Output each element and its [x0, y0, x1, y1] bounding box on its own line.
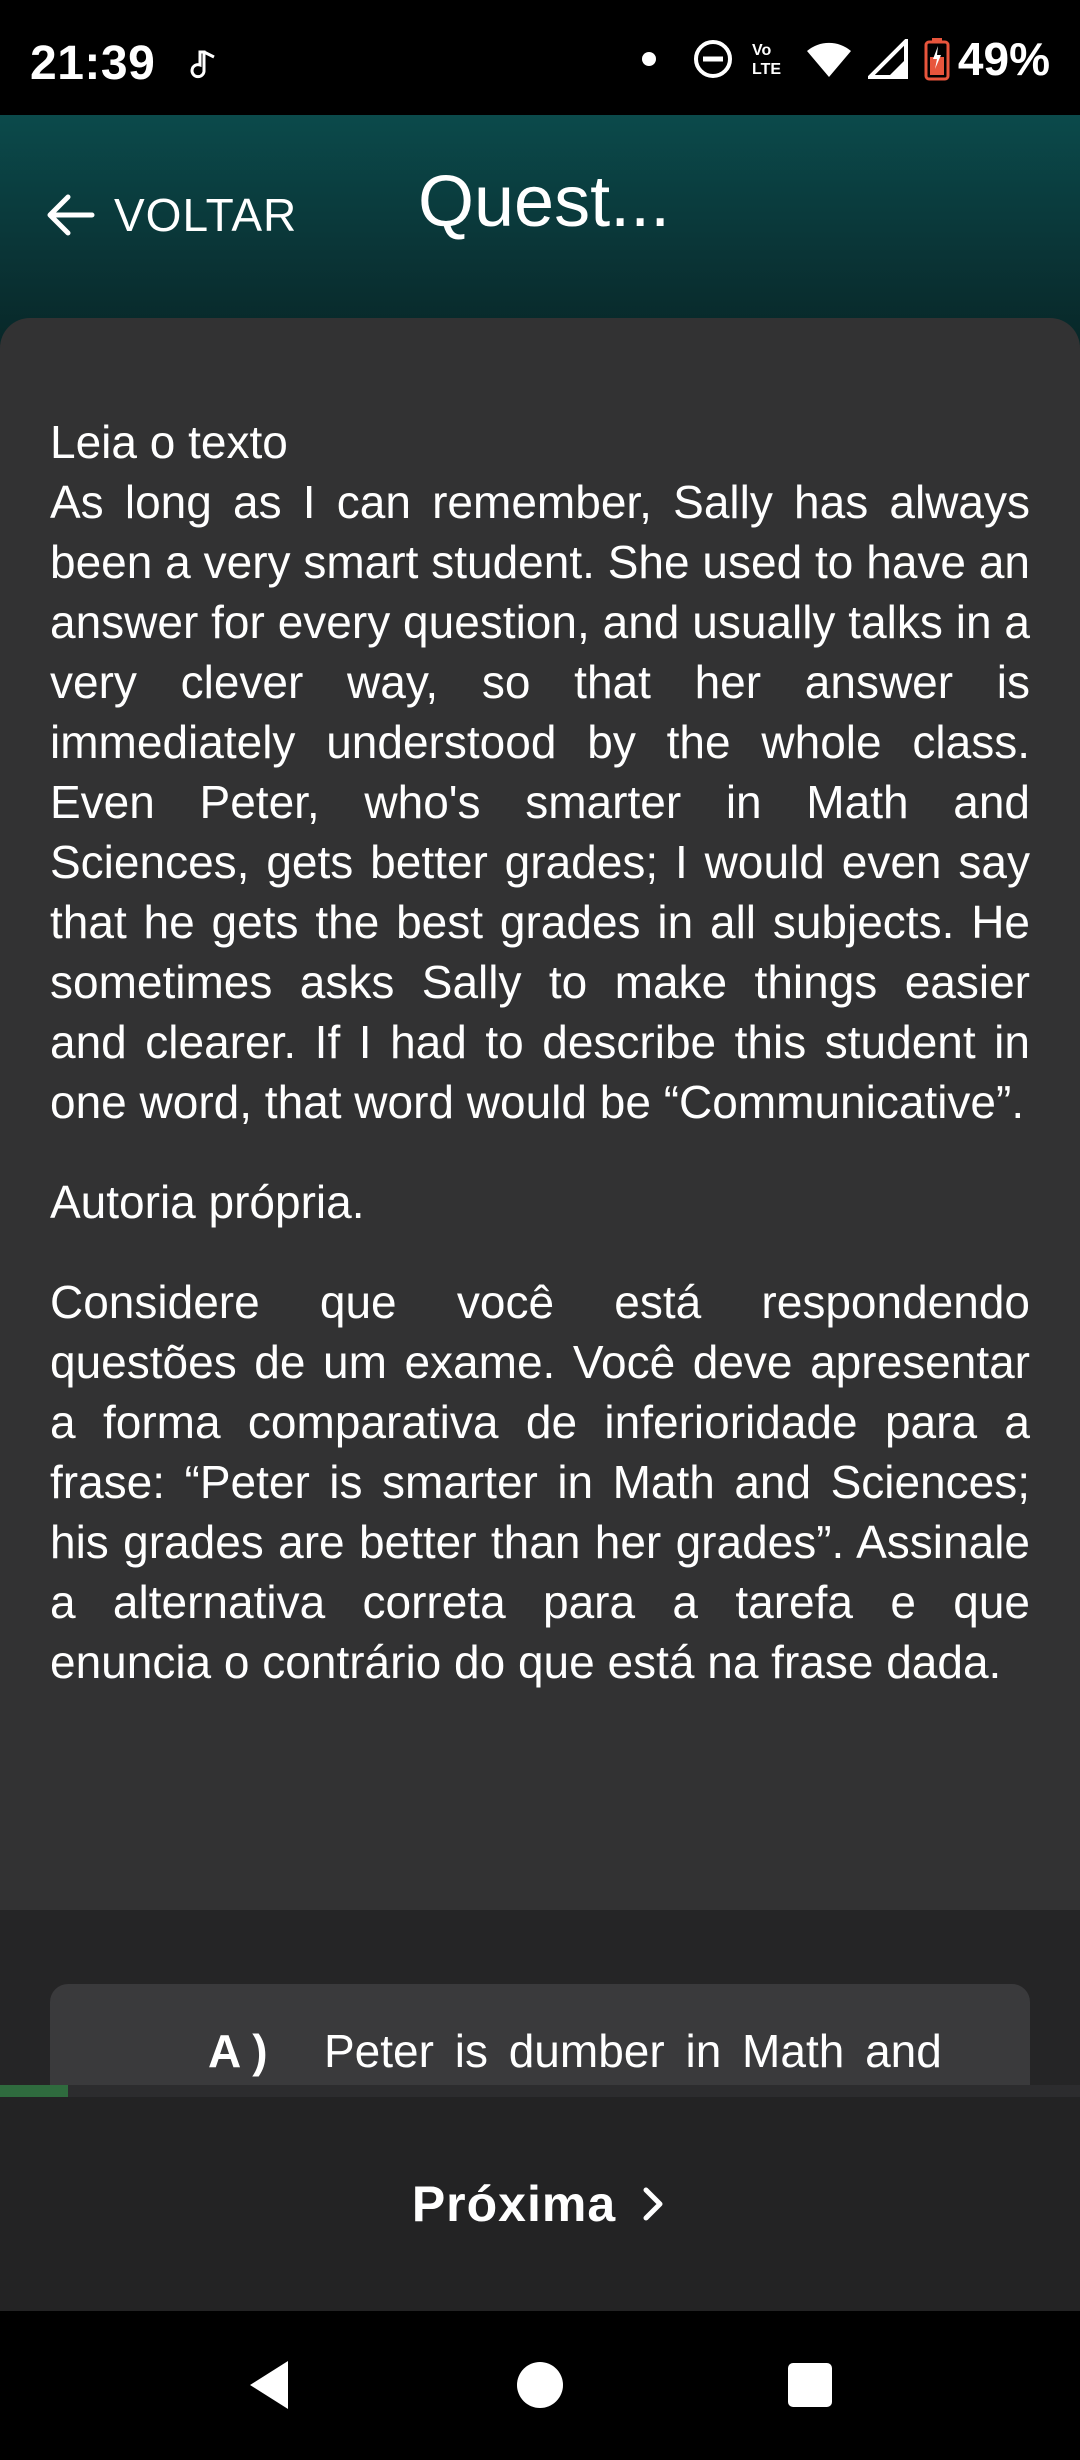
- wifi-icon: [806, 39, 852, 79]
- chevron-right-icon: [638, 2184, 668, 2224]
- battery-percent: 49%: [957, 33, 1050, 85]
- page-title: Quest...: [418, 162, 671, 242]
- nav-home-icon[interactable]: [508, 2353, 572, 2417]
- progress-fill: [0, 2085, 68, 2097]
- nav-recents-icon[interactable]: [778, 2353, 842, 2417]
- volte-icon: [750, 38, 790, 80]
- question-text: [50, 412, 1030, 1692]
- svg-text:LTE: LTE: [751, 61, 781, 78]
- question-passage: As long as I can remember, Sally has always been a very smart student. She used to have an answer for every question, and usually talks in a very clever way, so that her answer is immediately understood by the whole class. Even Peter, who's smarter in Math and Sciences, gets better grades; I would even say that he gets the best grades in all subjects. He sometimes asks Sally to make things easier and clearer. If I had to describe this student in one word, that word would be “Communicative”.: [50, 476, 1030, 1128]
- option-text: Peter is dumber in Math and: [324, 2025, 942, 2077]
- answers-list: [0, 1910, 1080, 2090]
- bottom-bar: [0, 2097, 1080, 2311]
- app-header: [0, 115, 1080, 345]
- option-letter: A ): [208, 2025, 268, 2077]
- back-label: VOLTAR: [114, 189, 298, 241]
- question-lead-title: Leia o texto: [50, 416, 288, 468]
- music-note-icon: [190, 48, 222, 82]
- next-button[interactable]: [380, 2149, 700, 2259]
- signal-icon: [868, 39, 908, 79]
- next-label: Próxima: [411, 2176, 617, 2232]
- status-bar: [0, 0, 1080, 115]
- arrow-left-icon: [44, 189, 96, 241]
- progress-bar: [0, 2085, 1080, 2097]
- nav-back-icon[interactable]: [238, 2353, 302, 2417]
- battery-icon: [924, 37, 950, 81]
- notification-dot-icon: [642, 52, 656, 66]
- status-icons: [626, 34, 1050, 84]
- do-not-disturb-icon: [692, 38, 734, 80]
- question-prompt: Considere que você está respondendo questões de um exame. Você deve apresentar a forma comparativa de inferioridade para a frase: “Peter is smarter in Math and Sciences; his grades are better than her grades”. Assinale a alternativa correta para a tarefa e que enuncia o contrário do que está na frase dada.: [50, 1276, 1030, 1688]
- svg-text:Vo: Vo: [751, 42, 772, 59]
- option-a[interactable]: [50, 1984, 1030, 2090]
- navigation-bar: [0, 2311, 1080, 2460]
- back-button[interactable]: [44, 165, 297, 265]
- question-card: [0, 318, 1080, 1910]
- status-time: 21:39: [30, 37, 156, 90]
- question-source: Autoria própria.: [50, 1176, 365, 1228]
